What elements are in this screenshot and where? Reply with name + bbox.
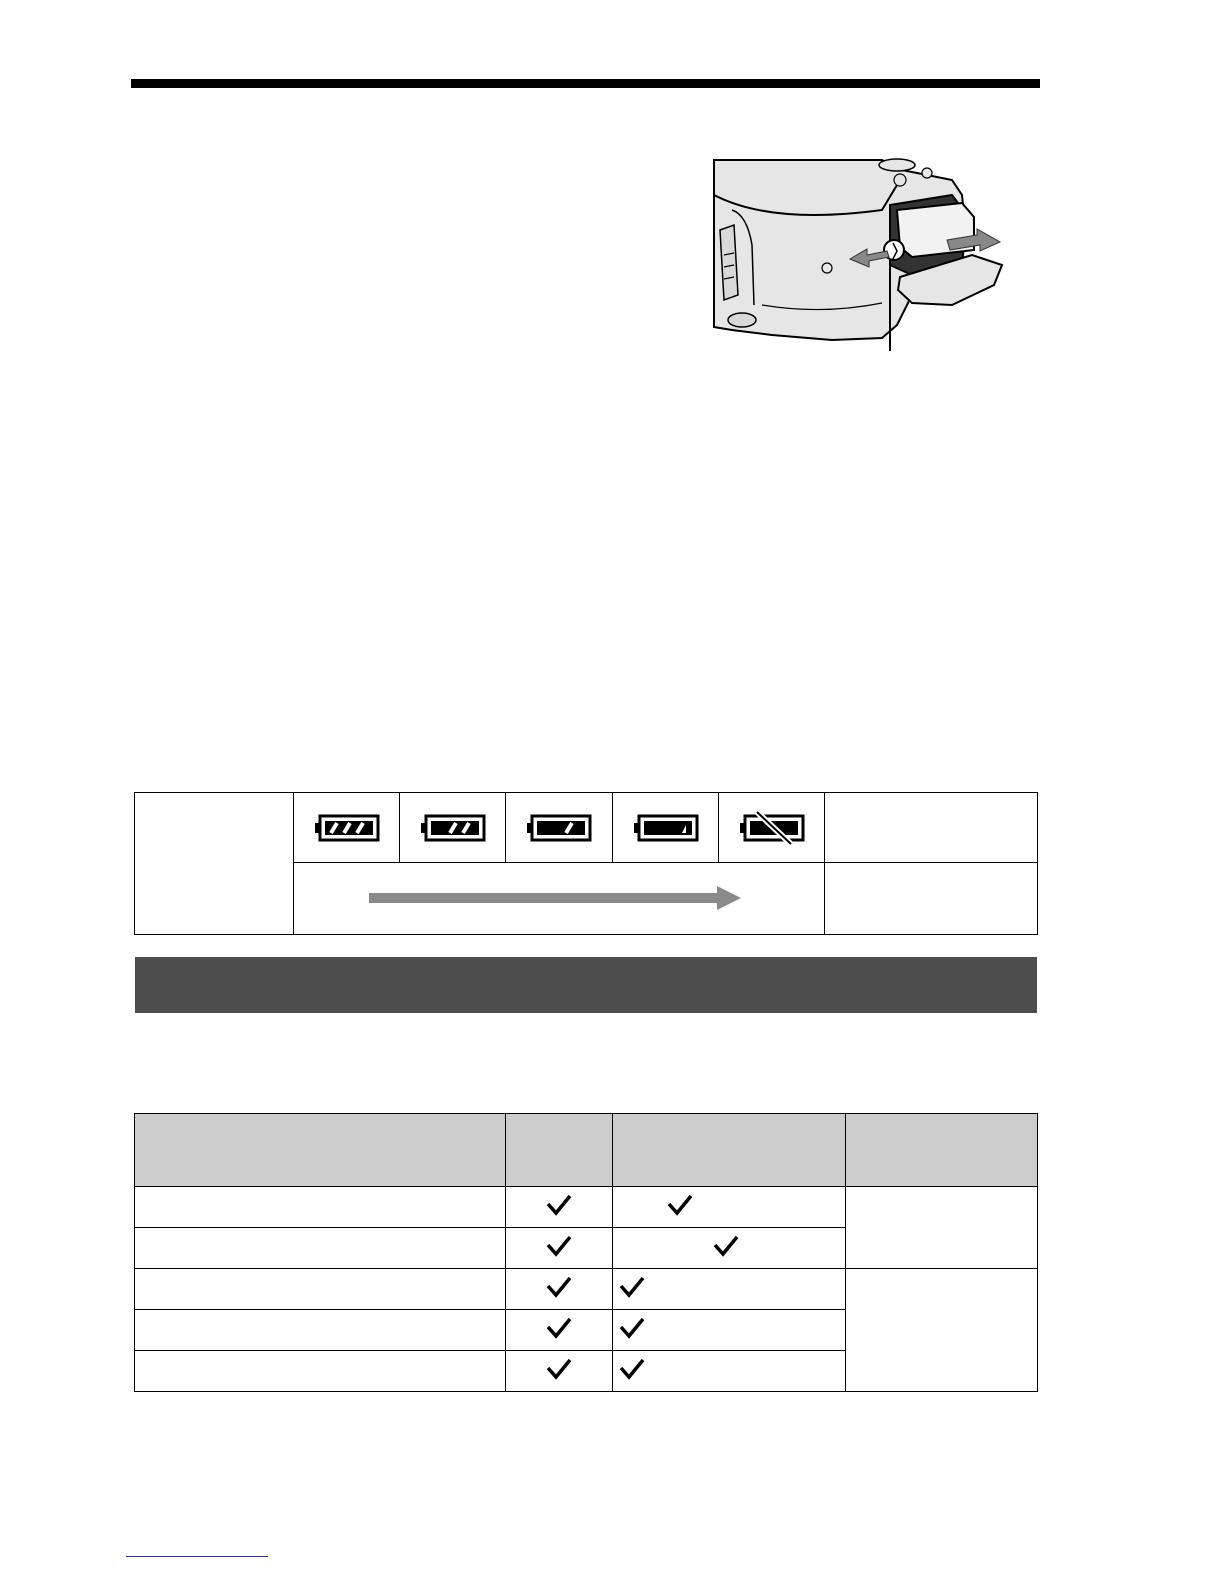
battery-level-cell [294,793,400,863]
checkmark-icon [667,1194,693,1216]
check-cell [506,1187,613,1228]
check-cell [506,1228,613,1269]
row-label [135,1310,506,1351]
check-cell [613,1351,846,1392]
checkmark-icon [546,1276,572,1298]
checkmark-icon [546,1358,572,1380]
checkmark-icon [713,1235,739,1257]
battery-level-table [134,792,1038,935]
check-cell [613,1310,846,1351]
top-rule [131,79,1040,88]
battery-low-icon [633,813,699,843]
battery-level-cell [719,793,825,863]
check-cell [506,1310,613,1351]
row-label [135,1269,506,1310]
compatibility-table [134,1113,1038,1392]
battery-1-bar-icon [526,813,592,843]
battery-empty-icon [739,810,805,846]
camera-battery-illustration [712,155,1030,355]
battery-table-right-top [825,793,1038,863]
battery-table-row-label [135,793,294,935]
section-heading-bar [135,957,1037,1013]
check-cell [613,1269,846,1310]
check-cell [506,1269,613,1310]
check-cell [506,1351,613,1392]
column-header [506,1114,613,1187]
row-label [135,1228,506,1269]
battery-3-bars-icon [314,813,380,843]
battery-progress-cell [294,863,825,935]
check-cell [613,1228,846,1269]
checkmark-icon [546,1194,572,1216]
checkmark-icon [619,1276,645,1298]
checkmark-icon [546,1235,572,1257]
battery-table-right-bottom [825,863,1038,935]
checkmark-icon [619,1317,645,1339]
merged-cell [846,1187,1038,1269]
battery-level-cell [400,793,506,863]
battery-level-cell [613,793,719,863]
row-label [135,1351,506,1392]
table-row [135,1269,1038,1310]
column-header [846,1114,1038,1187]
check-cell [613,1187,846,1228]
column-header [613,1114,846,1187]
merged-cell [846,1269,1038,1392]
footer-link-underline[interactable] [126,1556,268,1557]
battery-2-bars-icon [420,813,486,843]
arrow-right-icon [369,884,749,914]
checkmark-icon [546,1317,572,1339]
checkmark-icon [619,1358,645,1380]
column-header [135,1114,506,1187]
table-row [135,1187,1038,1228]
battery-level-cell [506,793,613,863]
row-label [135,1187,506,1228]
